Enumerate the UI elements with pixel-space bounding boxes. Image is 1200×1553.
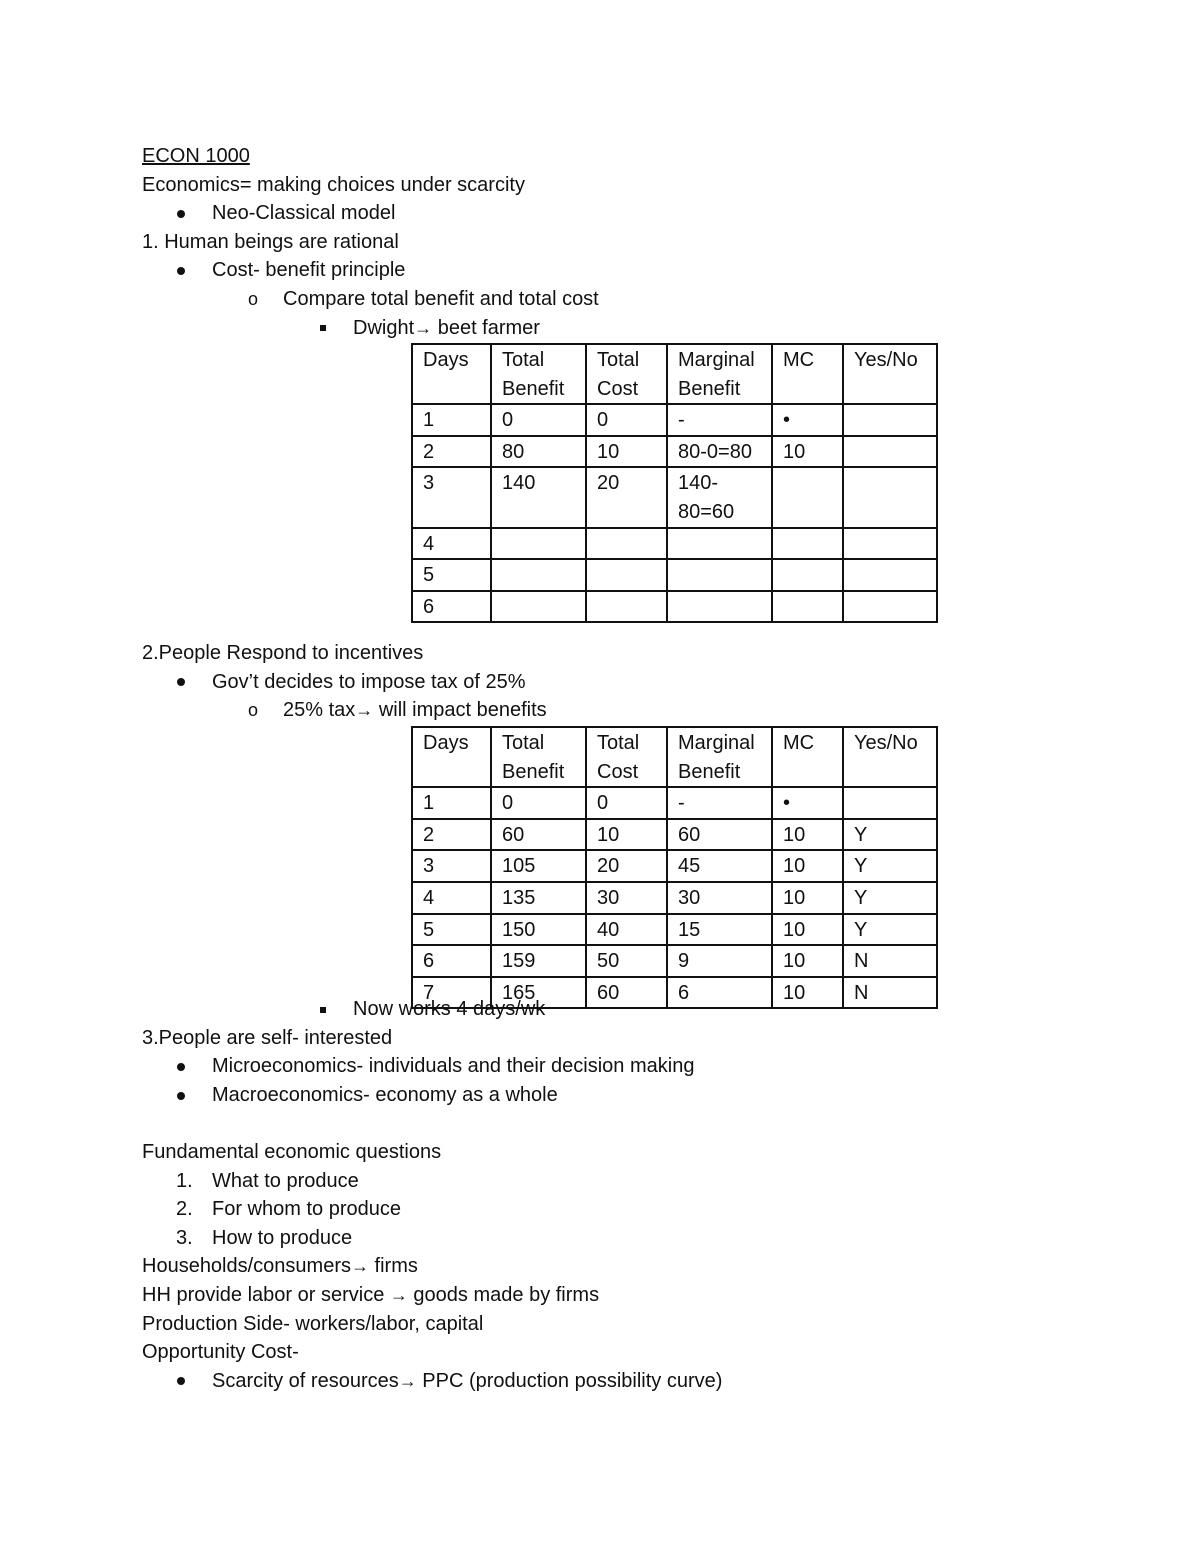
table-cell: 2	[412, 436, 491, 468]
table-cell: 45	[667, 850, 772, 882]
point1-subsub: Dwight→ beet farmer	[142, 314, 1062, 343]
table-cell	[772, 591, 843, 623]
table-header-cell: Yes/No	[843, 727, 937, 787]
table-cell: 10	[772, 945, 843, 977]
table-cell: Y	[843, 850, 937, 882]
bullet-dot-icon	[166, 256, 196, 285]
table-row	[412, 787, 937, 819]
table-cell: 50	[586, 945, 667, 977]
table-cell	[843, 559, 937, 591]
table-cell: 40	[586, 914, 667, 946]
point2-bullet: Gov’t decides to impose tax of 25%	[142, 668, 1062, 697]
table-cell: 159	[491, 945, 586, 977]
table-cell: 7	[412, 977, 491, 1009]
table-header-cell: MC	[772, 727, 843, 787]
table-cell	[843, 436, 937, 468]
table-cell: 5	[412, 914, 491, 946]
table-header-row	[412, 727, 937, 787]
bullet-square-icon	[308, 314, 338, 343]
table-cell: 0	[491, 404, 586, 436]
point2-heading: 2.People Respond to incentives	[142, 642, 424, 664]
table-cell: -	[667, 404, 772, 436]
table-cell: 10	[772, 436, 843, 468]
table-cell: •	[772, 787, 843, 819]
table-cell: 1	[412, 787, 491, 819]
table-cell	[491, 528, 586, 560]
table-cell	[586, 591, 667, 623]
page-title: ECON 1000	[142, 145, 250, 167]
arrow-icon: →	[414, 317, 433, 338]
point2-sub: o 25% tax→ will impact benefits	[142, 696, 1062, 725]
table-cell	[586, 528, 667, 560]
fundamental-item: 3. How to produce	[176, 1226, 353, 1249]
fundamental-item: 2. For whom to produce	[176, 1198, 401, 1221]
table-cell: 5	[412, 559, 491, 591]
table-cell: 6	[667, 977, 772, 1009]
table-header-cell: Total Benefit	[491, 727, 586, 787]
table-cell: 0	[491, 787, 586, 819]
table-cell: 10	[772, 819, 843, 851]
households-line: Households/consumers→ firms	[142, 1255, 418, 1278]
table-cell	[772, 559, 843, 591]
table-cell	[843, 404, 937, 436]
production-line: Production Side- workers/labor, capital	[142, 1312, 484, 1335]
table-cell: 20	[586, 467, 667, 527]
point1-sub: o Compare total benefit and total cost	[142, 285, 1062, 314]
table-cell: 60	[667, 819, 772, 851]
arrow-icon: →	[355, 700, 374, 721]
table-cell: 30	[667, 882, 772, 914]
table-cell: N	[843, 945, 937, 977]
table-cell: 60	[491, 819, 586, 851]
definition-line: Economics= making choices under scarcity	[142, 173, 525, 196]
table-header-cell: Marginal Benefit	[667, 344, 772, 404]
table-cell	[772, 528, 843, 560]
table-cell: 0	[586, 404, 667, 436]
table-cell: Y	[843, 882, 937, 914]
table-cell	[667, 559, 772, 591]
bullet-dot-icon	[166, 1081, 196, 1110]
document-section-3	[142, 995, 1062, 1395]
table-row	[412, 882, 937, 914]
table-row	[412, 819, 937, 851]
table-cell: 0	[586, 787, 667, 819]
table-header-cell: Days	[412, 727, 491, 787]
table-row	[412, 404, 937, 436]
table-cell	[843, 528, 937, 560]
table-cell: 10	[772, 882, 843, 914]
table-header-cell: Days	[412, 344, 491, 404]
table-header-cell: Marginal Benefit	[667, 727, 772, 787]
fundamental-heading: Fundamental economic questions	[142, 1140, 442, 1163]
table-cell: 3	[412, 850, 491, 882]
table-cell: 10	[772, 914, 843, 946]
scarcity-bullet: Scarcity of resources→ PPC (production possibility curve)	[142, 1367, 1062, 1396]
table-cell	[667, 528, 772, 560]
table-cell: 20	[586, 850, 667, 882]
table-cell: 15	[667, 914, 772, 946]
table-cell: 10	[772, 977, 843, 1009]
point3-heading: 3.People are self- interested	[142, 1026, 393, 1049]
table-cell: Y	[843, 914, 937, 946]
table-cell: 10	[772, 850, 843, 882]
opportunity-line: Opportunity Cost-	[142, 1341, 299, 1364]
hh-line: HH provide labor or service → goods made by firms	[142, 1283, 600, 1306]
bullet-dot-icon	[166, 199, 196, 228]
table-cell: 80-0=80	[667, 436, 772, 468]
micro-bullet: Microeconomics- individuals and their decision making	[142, 1052, 1062, 1081]
table-header-cell: MC	[772, 344, 843, 404]
bullet-dot-icon	[166, 668, 196, 697]
model-bullet: Neo-Classical model	[142, 199, 1062, 228]
table-header-cell: Total Cost	[586, 727, 667, 787]
table-row	[412, 945, 937, 977]
table-header-cell: Yes/No	[843, 344, 937, 404]
table-cell: 1	[412, 404, 491, 436]
table-cell: 6	[412, 591, 491, 623]
arrow-icon: →	[351, 1256, 369, 1277]
marginal-table-1	[411, 343, 938, 623]
table-cell: 2	[412, 819, 491, 851]
document-page	[142, 142, 1062, 342]
table-cell	[843, 591, 937, 623]
table-row	[412, 591, 937, 623]
table-cell	[772, 467, 843, 527]
bullet-dot-icon	[166, 1367, 196, 1396]
arrow-icon: →	[398, 1370, 417, 1391]
table-cell: N	[843, 977, 937, 1009]
marginal-table-2	[411, 726, 938, 1009]
table-cell	[843, 467, 937, 527]
table-row	[412, 559, 937, 591]
fundamental-item: 1. What to produce	[176, 1169, 359, 1192]
table-header-cell: Total Cost	[586, 344, 667, 404]
table-cell: 150	[491, 914, 586, 946]
table-row	[412, 467, 937, 527]
bullet-square-icon	[308, 995, 338, 1024]
document-section-2	[142, 639, 1062, 725]
point1-heading: 1. Human beings are rational	[142, 230, 399, 253]
table-cell: 165	[491, 977, 586, 1009]
table-cell: 135	[491, 882, 586, 914]
table-cell: •	[772, 404, 843, 436]
table-cell: Y	[843, 819, 937, 851]
table-cell: 80	[491, 436, 586, 468]
table-cell: 140- 80=60	[667, 467, 772, 527]
table-cell	[491, 559, 586, 591]
table-cell	[586, 559, 667, 591]
table-row	[412, 914, 937, 946]
table-cell: 3	[412, 467, 491, 527]
table-row	[412, 528, 937, 560]
table-row	[412, 436, 937, 468]
bullet-circle-icon: o	[247, 288, 258, 309]
table-cell: -	[667, 787, 772, 819]
now-works-bullet: Now works 4 days/wk	[142, 995, 1062, 1024]
table-cell: 60	[586, 977, 667, 1009]
table-header-cell: Total Benefit	[491, 344, 586, 404]
bullet-circle-icon: o	[247, 700, 258, 721]
arrow-icon: →	[389, 1284, 408, 1305]
table-cell: 30	[586, 882, 667, 914]
table-header-row	[412, 344, 937, 404]
table-cell: 9	[667, 945, 772, 977]
table-cell	[491, 591, 586, 623]
table-cell	[843, 787, 937, 819]
table-cell: 140	[491, 467, 586, 527]
bullet-dot-icon	[166, 1052, 196, 1081]
table-cell: 4	[412, 882, 491, 914]
point1-bullet: Cost- benefit principle	[142, 256, 1062, 285]
table-cell: 105	[491, 850, 586, 882]
table-cell: 6	[412, 945, 491, 977]
table-row	[412, 850, 937, 882]
table-cell: 10	[586, 436, 667, 468]
table-cell	[667, 591, 772, 623]
table-cell: 4	[412, 528, 491, 560]
macro-bullet: Macroeconomics- economy as a whole	[142, 1081, 1062, 1110]
table-cell: 10	[586, 819, 667, 851]
